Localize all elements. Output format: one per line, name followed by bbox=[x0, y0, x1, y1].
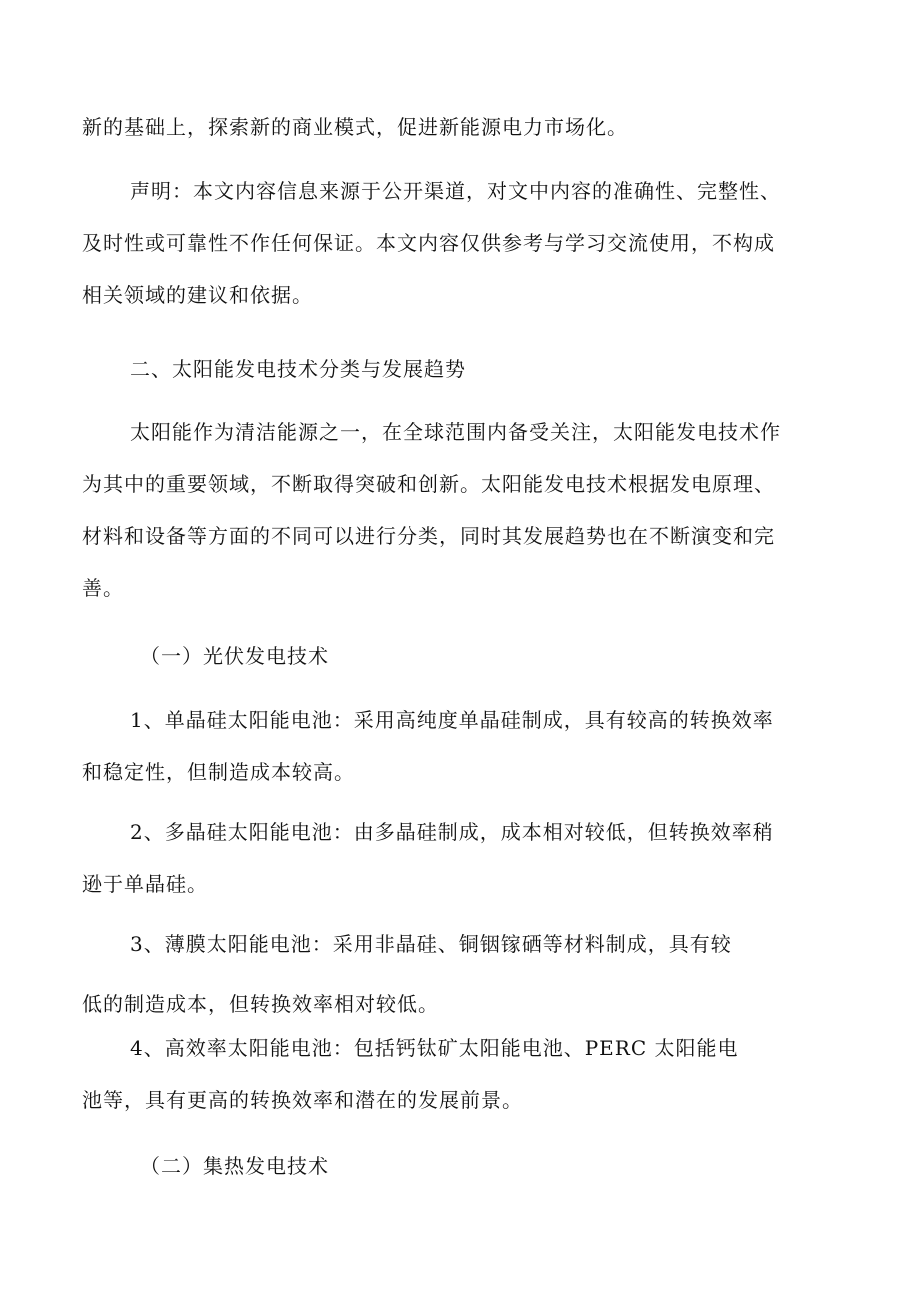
list-item-3-line-1: 3、薄膜太阳能电池：采用非晶硅、铜铟镓硒等材料制成，具有较 bbox=[130, 932, 732, 956]
section-paragraph-line-4: 善。 bbox=[82, 576, 124, 600]
section-paragraph-line-1: 太阳能作为清洁能源之一，在全球范围内备受关注，太阳能发电技术作 bbox=[130, 420, 781, 444]
disclaimer-line-1: 声明：本文内容信息来源于公开渠道，对文中内容的准确性、完整性、 bbox=[130, 179, 781, 203]
list-item-4-line-1: 4、高效率太阳能电池：包括钙钛矿太阳能电池、PERC 太阳能电 bbox=[130, 1036, 739, 1060]
list-item-2-line-2: 逊于单晶硅。 bbox=[82, 872, 208, 896]
subsection-heading-csp: （二）集热发电技术 bbox=[140, 1154, 329, 1178]
intro-tail-line: 新的基础上，探索新的商业模式，促进新能源电力市场化。 bbox=[82, 115, 628, 139]
list-item-3-line-2: 低的制造成本，但转换效率相对较低。 bbox=[82, 992, 439, 1016]
list-item-4-line-2: 池等，具有更高的转换效率和潜在的发展前景。 bbox=[82, 1088, 523, 1112]
section-paragraph-line-3: 材料和设备等方面的不同可以进行分类，同时其发展趋势也在不断演变和完 bbox=[82, 524, 775, 548]
subsection-heading-pv: （一）光伏发电技术 bbox=[140, 644, 329, 668]
section-heading: 二、太阳能发电技术分类与发展趋势 bbox=[130, 357, 466, 381]
disclaimer-line-2: 及时性或可靠性不作任何保证。本文内容仅供参考与学习交流使用，不构成 bbox=[82, 231, 775, 255]
list-item-1-line-1: 1、单晶硅太阳能电池：采用高纯度单晶硅制成，具有较高的转换效率 bbox=[130, 708, 774, 732]
list-item-2-line-1: 2、多晶硅太阳能电池：由多晶硅制成，成本相对较低，但转换效率稍 bbox=[130, 820, 774, 844]
section-paragraph-line-2: 为其中的重要领域，不断取得突破和创新。太阳能发电技术根据发电原理、 bbox=[82, 472, 775, 496]
disclaimer-line-3: 相关领域的建议和依据。 bbox=[82, 283, 313, 307]
list-item-1-line-2: 和稳定性，但制造成本较高。 bbox=[82, 760, 355, 784]
